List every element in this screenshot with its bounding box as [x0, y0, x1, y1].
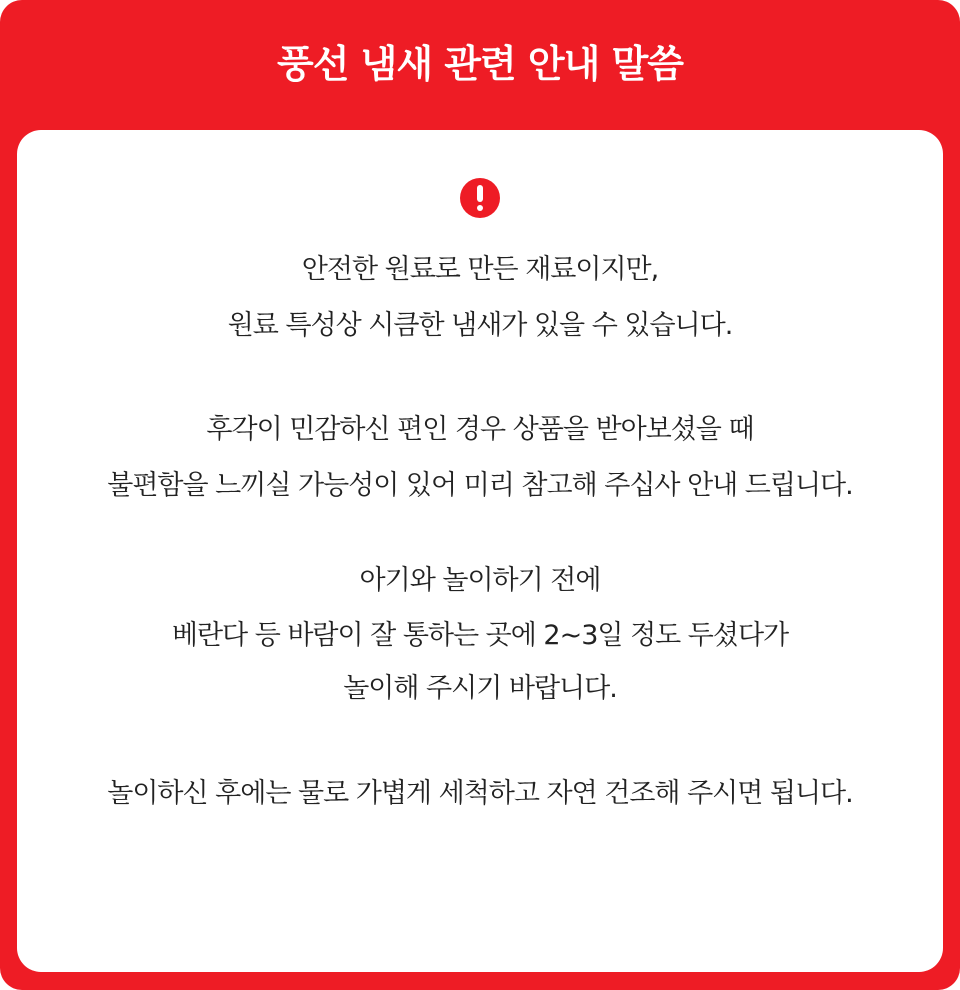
notice-p1-line-1: 안전한 원료로 만든 재료이지만, [301, 254, 659, 285]
exclamation-bar [477, 185, 483, 202]
notice-p2-line-1: 후각이 민감하신 편인 경우 상품을 받아보셨을 때 [206, 414, 754, 445]
notice-p3-line-1: 아기와 놀이하기 전에 [359, 565, 601, 596]
exclamation-circle-icon [460, 178, 500, 218]
notice-p3-line-2: 베란다 등 바람이 잘 통하는 곳에 2~3일 정도 두셨다가 [171, 620, 789, 651]
notice-title: 풍선 냄새 관련 안내 말씀 [277, 42, 683, 86]
notice-p4-line-1: 놀이하신 후에는 물로 가볍게 세척하고 자연 건조해 주시면 됩니다. [107, 778, 853, 809]
notice-p1-line-2: 원료 특성상 시큼한 냄새가 있을 수 있습니다. [227, 310, 733, 341]
exclamation-dot [477, 205, 483, 211]
notice-p3-line-3: 놀이해 주시기 바랍니다. [343, 673, 617, 704]
notice-p2-line-2: 불편함을 느끼실 가능성이 있어 미리 참고해 주십사 안내 드립니다. [107, 470, 853, 501]
